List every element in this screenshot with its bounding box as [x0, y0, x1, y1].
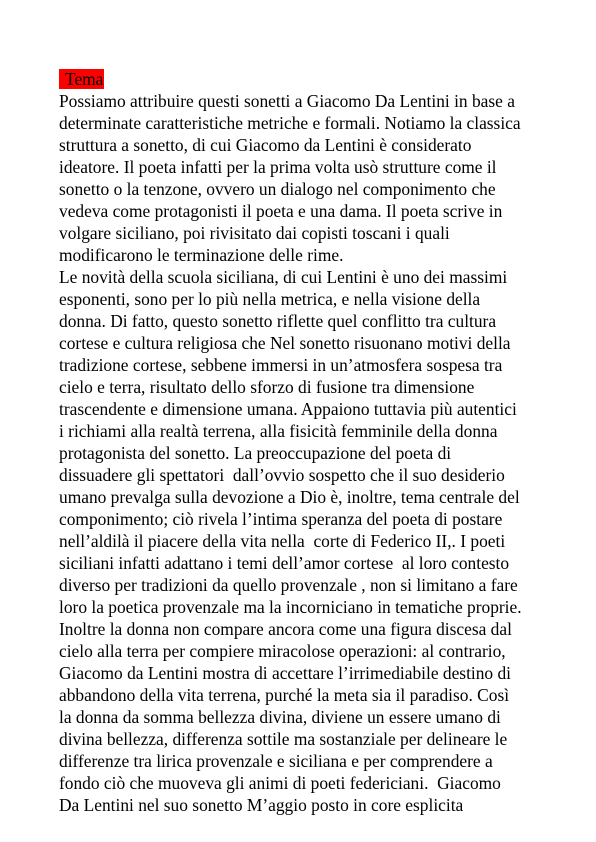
- text-line: i richiami alla realtà terrena, alla fisicità femminile della donna: [59, 421, 498, 441]
- text-line: nell’aldilà il piacere della vita nella corte di Federico II,. I poeti: [59, 531, 506, 551]
- text-line: ideatore. Il poeta infatti per la prima volta usò strutture come il: [59, 157, 497, 177]
- text-line: componimento; ciò rivela l’intima speranza del poeta di postare: [59, 509, 503, 529]
- text-line: Le novità della scuola siciliana, di cui Lentini è uno dei massimi: [59, 267, 508, 287]
- text-line: trascendente e dimensione umana. Appaiono tuttavia più autentici: [59, 399, 517, 419]
- text-line: differenze tra lirica provenzale e siciliana e per comprendere a: [59, 751, 493, 771]
- text-line: loro la poetica provenzale ma la incorniciano in tematiche proprie.: [59, 597, 522, 617]
- text-line: sonetto o la tenzone, ovvero un dialogo nel componimento che: [59, 179, 496, 199]
- text-line: siciliani infatti adattano i temi dell’amor cortese al loro contesto: [59, 553, 510, 573]
- text-line: fondo ciò che muoveva gli animi di poeti federiciani. Giacomo: [59, 773, 501, 793]
- text-line: cielo e terra, risultato dello sforzo di fusione tra dimensione: [59, 377, 475, 397]
- text-line: donna. Di fatto, questo sonetto riflette quel conflitto tra cultura: [59, 311, 497, 331]
- text-line: abbandono della vita terrena, purché la meta sia il paradiso. Così: [59, 685, 510, 705]
- text-line: volgare siciliano, poi rivisitato dai copisti toscani i quali: [59, 223, 450, 243]
- text-line: Giacomo da Lentini mostra di accettare l’irrimediabile destino di: [59, 663, 511, 683]
- text-line: umano prevalga sulla devozione a Dio è, inoltre, tema centrale del: [59, 487, 520, 507]
- text-line: esponenti, sono per lo più nella metrica, e nella visione della: [59, 289, 481, 309]
- body-paragraph: [59, 90, 596, 816]
- text-line: diverso per tradizioni da quello provenzale , non si limitano a fare: [59, 575, 518, 595]
- text-line: determinate caratteristiche metriche e formali. Notiamo la classica: [59, 113, 521, 133]
- text-line: divina bellezza, differenza sottile ma sostanziale per delineare le: [59, 729, 508, 749]
- text-line: cortese e cultura religiosa che Nel sonetto risuonano motivi della: [59, 333, 511, 353]
- section-heading: Tema: [61, 69, 104, 89]
- heading-container: [59, 68, 104, 90]
- text-line: protagonista del sonetto. La preoccupazione del poeta di: [59, 443, 452, 463]
- text-line: struttura a sonetto, di cui Giacomo da Lentini è considerato: [59, 135, 472, 155]
- text-line: vedeva come protagonisti il poeta e una dama. Il poeta scrive in: [59, 201, 503, 221]
- text-line: cielo alla terra per compiere miracolose operazioni: al contrario,: [59, 641, 506, 661]
- text-line: Inoltre la donna non compare ancora come una figura discesa dal: [59, 619, 512, 639]
- text-line: dissuadere gli spettatori dall’ovvio sospetto che il suo desiderio: [59, 465, 505, 485]
- text-line: tradizione cortese, sebbene immersi in un’atmosfera sospesa tra: [59, 355, 503, 375]
- text-line: modificarono le terminazione delle rime.: [59, 245, 344, 265]
- text-line: Da Lentini nel suo sonetto M’aggio posto in core esplicita: [59, 795, 464, 815]
- text-line: Possiamo attribuire questi sonetti a Giacomo Da Lentini in base a: [59, 91, 515, 111]
- text-line: la donna da somma bellezza divina, diviene un essere umano di: [59, 707, 501, 727]
